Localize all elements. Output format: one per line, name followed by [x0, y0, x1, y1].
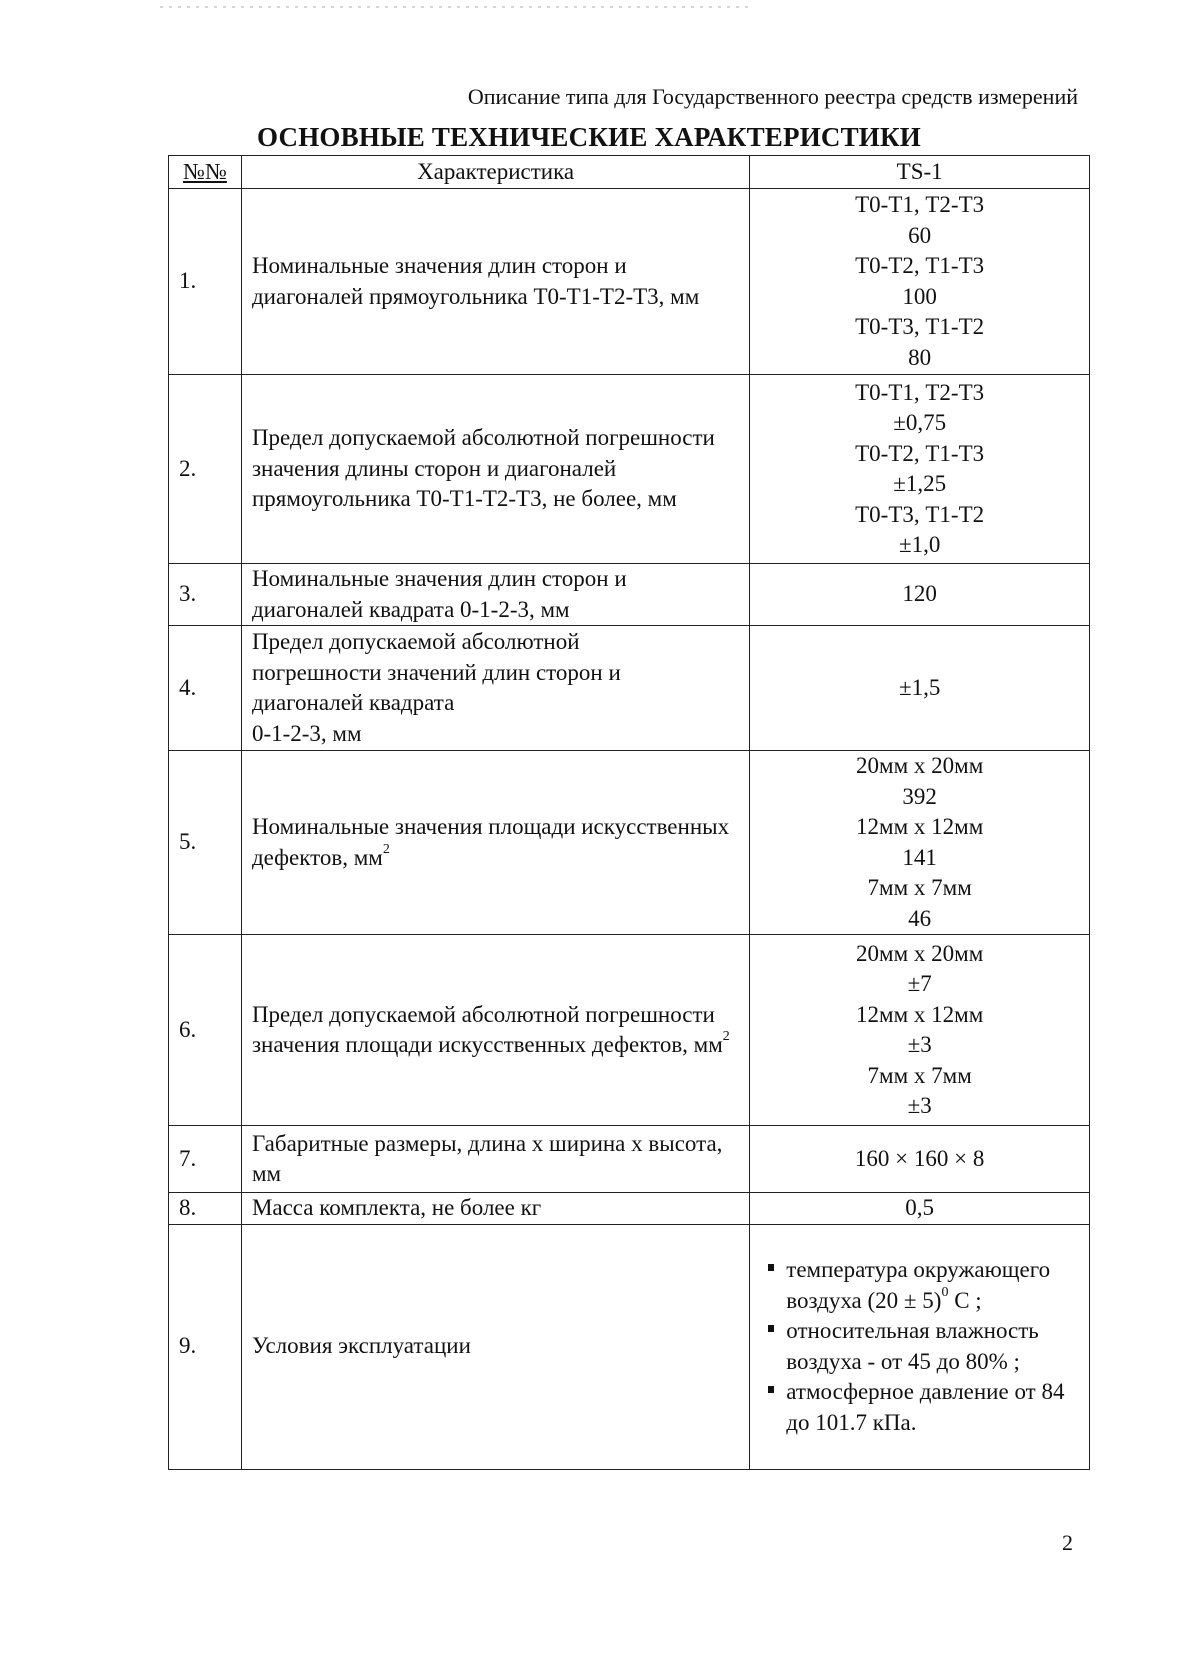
list-item — [786, 1255, 1079, 1316]
table-row — [169, 626, 1090, 751]
value-line: ±3 — [907, 1093, 932, 1118]
characteristic-line: диагоналей квадрата — [251, 690, 455, 715]
table-row — [169, 1126, 1090, 1193]
row-number: 4. — [169, 626, 242, 751]
value-line: 392 — [902, 783, 937, 809]
value-line: 46 — [908, 905, 932, 931]
value-line: 141 — [902, 844, 937, 870]
row-characteristic: Габаритные размеры, длина x ширина x высота, мм — [241, 1126, 749, 1193]
row-number: 6. — [169, 935, 242, 1126]
table-row — [169, 1224, 1090, 1469]
document-title: ОСНОВНЫЕ ТЕХНИЧЕСКИЕ ХАРАКТЕРИСТИКИ — [256, 122, 921, 152]
row-value — [750, 935, 1090, 1126]
specifications-table — [168, 155, 1090, 1470]
table-row — [169, 564, 1090, 626]
operating-conditions-list — [760, 1255, 1079, 1438]
row-value — [750, 751, 1090, 935]
value-line: 7мм x 7мм — [867, 875, 972, 900]
table-row — [169, 751, 1090, 935]
row-characteristic: Номинальные значения длин сторон и диагоналей квадрата 0-1-2-3, мм — [241, 564, 749, 626]
list-item — [786, 1377, 1079, 1438]
row-value — [750, 1224, 1090, 1469]
row-characteristic: Номинальные значения длин сторон и диагоналей прямоугольника Т0-Т1-Т2-Т3, мм — [241, 189, 749, 375]
value-line: 100 — [902, 283, 937, 309]
characteristic-line: погрешности значений длин сторон и — [251, 659, 621, 685]
row-number: 7. — [169, 1126, 242, 1193]
value-line: Т0-Т2, Т1-Т3 — [855, 440, 985, 466]
running-header: Описание типа для Государственного реестра средств измерений — [467, 84, 1078, 109]
characteristic-line: 0-1-2-3, мм — [251, 720, 362, 746]
row-value: ±1,5 — [750, 626, 1090, 751]
characteristic-text: Предел допускаемой абсолютной погрешности значения площади искусственных дефектов, мм — [251, 1001, 723, 1057]
row-number: 1. — [169, 189, 242, 375]
table-header-row — [169, 156, 1090, 189]
table-row — [169, 935, 1090, 1126]
value-line: ±1,0 — [898, 532, 941, 557]
page-number: 2 — [1062, 1530, 1073, 1555]
row-number: 3. — [169, 564, 242, 626]
row-number: 2. — [169, 375, 242, 564]
scan-artifact — [160, 6, 750, 8]
row-characteristic — [241, 626, 749, 751]
value-line: ±0,75 — [893, 410, 947, 435]
column-header-ts1: TS-1 — [750, 156, 1090, 189]
value-line: 12мм x 12мм — [856, 1001, 984, 1027]
value-line: 20мм x 20мм — [856, 940, 984, 966]
row-value — [750, 375, 1090, 564]
column-header-characteristic: Характеристика — [241, 156, 749, 189]
value-line: Т0-Т1, Т2-Т3 — [855, 192, 985, 217]
table-row — [169, 189, 1090, 375]
row-number: 9. — [169, 1224, 242, 1469]
value-line: 7мм x 7мм — [867, 1062, 972, 1088]
row-value — [750, 189, 1090, 375]
row-characteristic — [241, 751, 749, 935]
value-line: Т0-Т3, Т1-Т2 — [855, 314, 985, 339]
list-item — [786, 1316, 1079, 1377]
condition-text: относительная влажность воздуха - от 45 до 80% ; — [786, 1318, 1039, 1374]
characteristic-text: Номинальные значения площади искусственных дефектов, мм — [251, 814, 730, 870]
superscript: 2 — [382, 841, 390, 857]
value-line: ±1,25 — [893, 471, 947, 496]
row-characteristic — [241, 935, 749, 1126]
superscript: 2 — [722, 1029, 730, 1045]
value-line: 60 — [908, 222, 932, 248]
value-line: Т0-Т2, Т1-Т3 — [855, 253, 985, 278]
row-characteristic: Предел допускаемой абсолютной погрешности значения длины сторон и диагоналей прямоугольника Т0-Т1-Т2-Т3, не более, мм — [241, 375, 749, 564]
row-characteristic: Условия эксплуатации — [241, 1224, 749, 1469]
condition-text-suffix: C ; — [948, 1287, 982, 1313]
table-row — [169, 375, 1090, 564]
value-line: 80 — [908, 344, 932, 370]
table-row — [169, 1193, 1090, 1225]
value-line: 20мм x 20мм — [856, 753, 984, 778]
value-line: ±3 — [907, 1032, 932, 1057]
column-header-number: №№ — [169, 156, 242, 189]
value-line: 12мм x 12мм — [856, 814, 984, 839]
row-characteristic: Масса комплекта, не более кг — [241, 1193, 749, 1225]
row-number: 8. — [169, 1193, 242, 1225]
row-number: 5. — [169, 751, 242, 935]
condition-text: атмосферное давление от 84 до 101.7 кПа. — [786, 1379, 1065, 1435]
condition-text: температура окружающего воздуха (20 ± 5) — [786, 1257, 1051, 1313]
row-value: 160 × 160 × 8 — [750, 1126, 1090, 1193]
value-line: Т0-Т3, Т1-Т2 — [855, 501, 985, 527]
characteristic-line: Предел допускаемой абсолютной — [251, 629, 580, 654]
row-value: 0,5 — [750, 1193, 1090, 1225]
value-line: Т0-Т1, Т2-Т3 — [855, 379, 985, 405]
superscript: 0 — [941, 1284, 949, 1300]
value-line: ±7 — [907, 971, 932, 996]
row-value: 120 — [750, 564, 1090, 626]
